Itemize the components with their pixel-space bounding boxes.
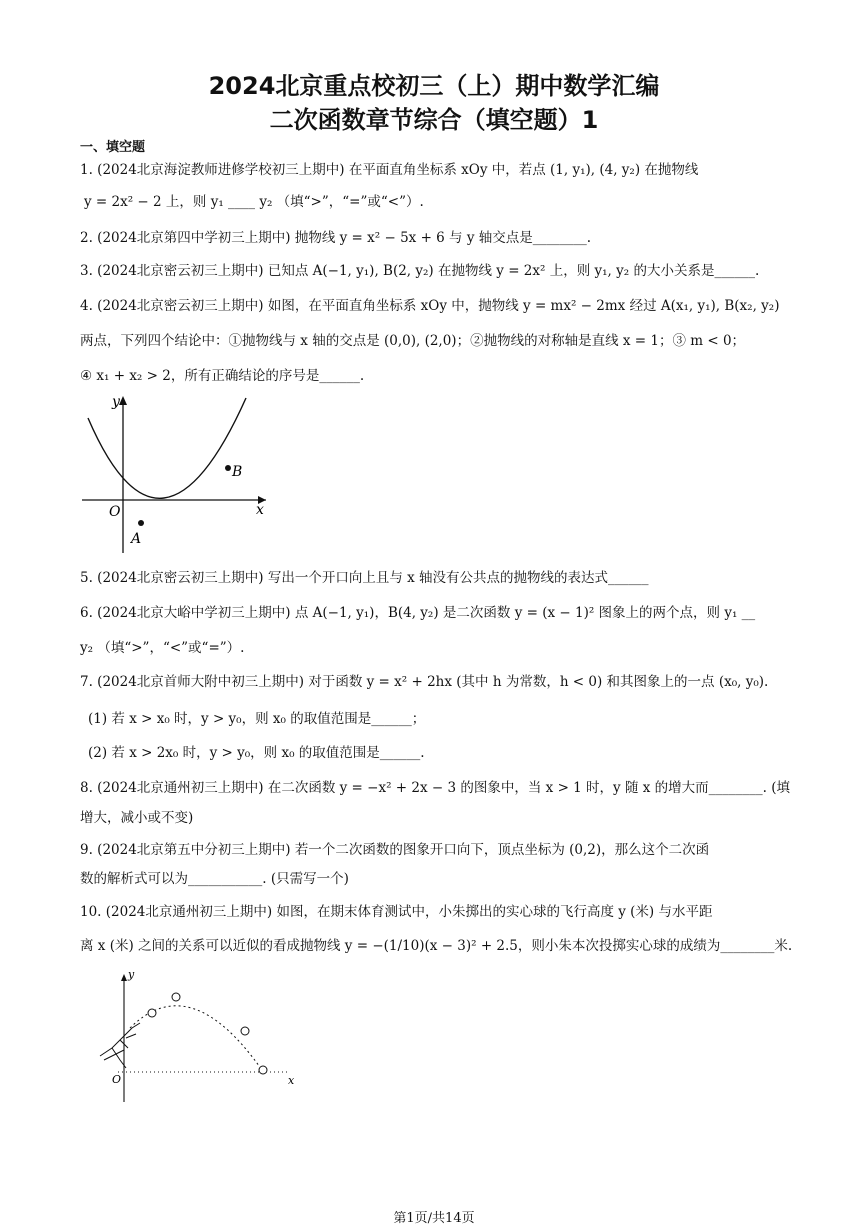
question-5-text: 5. (2024北京密云初三上期中) 写出一个开口向上且与 x 轴没有公共点的抛物线的表达式______ xyxy=(80,570,649,586)
ball-position-1 xyxy=(148,1009,156,1017)
thrower-figure xyxy=(100,1023,140,1068)
question-4-line-3: ④ x₁ + x₂ > 2，所有正确结论的序号是______. xyxy=(80,368,365,384)
y-axis-label: y xyxy=(112,394,120,410)
y-axis-arrow xyxy=(119,396,127,405)
y-axis-label: y xyxy=(128,968,135,981)
question-3-text: 3. (2024北京密云初三上期中) 已知点 A(−1, y₁), B(2, y₂) 在抛物线 y = 2x² 上，则 y₁, y₂ 的大小关系是______. xyxy=(80,263,760,279)
shot-put-figure xyxy=(90,968,320,1108)
question-2-text: 2. (2024北京第四中学初三上期中) 抛物线 y = x² − 5x + 6 与 y 轴交点是________. xyxy=(80,230,592,246)
ball-position-3 xyxy=(241,1027,249,1035)
question-6-line-1: 6. (2024北京大峪中学初三上期中) 点 A(−1, y₁)，B(4, y₂) 是二次函数 y = (x − 1)² 图象上的两个点，则 y₁ __ xyxy=(80,605,756,621)
question-7-line-1: 7. (2024北京首师大附中初三上期中) 对于函数 y = x² + 2hx (其中 h 为常数，h < 0) 和其图象上的一点 (x₀, y₀). xyxy=(80,674,769,690)
x-axis-label: x xyxy=(256,502,264,518)
page-footer: 第1页/共14页 xyxy=(393,1211,475,1226)
question-9-line-1: 9. (2024北京第五中分初三上期中) 若一个二次函数的图象开口向下，顶点坐标为 (0,2)，那么这个二次函 xyxy=(80,842,710,858)
origin-label: O xyxy=(109,504,121,520)
question-4-line-1: 4. (2024北京密云初三上期中) 如图，在平面直角坐标系 xOy 中，抛物线 y = mx² − 2mx 经过 A(x₁, y₁), B(x₂, y₂) xyxy=(80,298,780,314)
question-7-part-2: (2) 若 x > 2x₀ 时，y > y₀，则 x₀ 的取值范围是______. xyxy=(88,745,425,761)
question-1-line-1: 1. (2024北京海淀教师进修学校初三上期中) 在平面直角坐标系 xOy 中，若点 (1, y₁), (4, y₂) 在抛物线 xyxy=(80,162,699,178)
point-a xyxy=(138,520,144,526)
question-10-line-1: 10. (2024北京通州初三上期中) 如图，在期末体育测试中，小朱掷出的实心球的飞行高度 y (米) 与水平距 xyxy=(80,904,713,920)
origin-label: O xyxy=(112,1073,122,1086)
ball-position-2 xyxy=(172,993,180,1001)
y-axis-arrow xyxy=(121,974,127,981)
question-8-line-1: 8. (2024北京通州初三上期中) 在二次函数 y = −x² + 2x − 3 的图象中，当 x > 1 时，y 随 x 的增大而________. (填 xyxy=(80,780,791,796)
question-9-line-2: 数的解析式可以为___________. (只需写一个) xyxy=(80,871,349,887)
ball-position-4 xyxy=(259,1066,267,1074)
question-10-line-2: 离 x (米) 之间的关系可以近似的看成抛物线 y = −(1/10)(x − 3)² + 2.5，则小朱本次投掷实心球的成绩为________米. xyxy=(80,938,793,954)
parabola-curve xyxy=(88,398,246,498)
x-axis-label: x xyxy=(288,1074,295,1087)
question-4-line-2: 两点，下列四个结论中：①抛物线与 x 轴的交点是 (0,0), (2,0)；②抛物线的对称轴是直线 x = 1；③ m < 0； xyxy=(80,333,746,349)
section-heading: 一、填空题 xyxy=(80,140,146,155)
title-line-1: 2024北京重点校初三（上）期中数学汇编 xyxy=(208,72,660,100)
question-8-line-2: 增大，减小或不变) xyxy=(80,810,194,826)
question-1-line-2: y = 2x² − 2 上，则 y₁ ____ y₂ （填“>”，“=”或“<”）. xyxy=(84,194,424,210)
point-a-label: A xyxy=(131,531,142,547)
point-b-label: B xyxy=(232,464,243,480)
parabola-figure-1 xyxy=(76,388,276,558)
question-6-line-2: y₂ （填“>”，“<”或“=”）. xyxy=(80,640,245,656)
title-line-2: 二次函数章节综合（填空题）1 xyxy=(269,106,599,134)
question-7-part-1: (1) 若 x > x₀ 时，y > y₀，则 x₀ 的取值范围是______； xyxy=(88,711,426,727)
point-b xyxy=(225,465,231,471)
